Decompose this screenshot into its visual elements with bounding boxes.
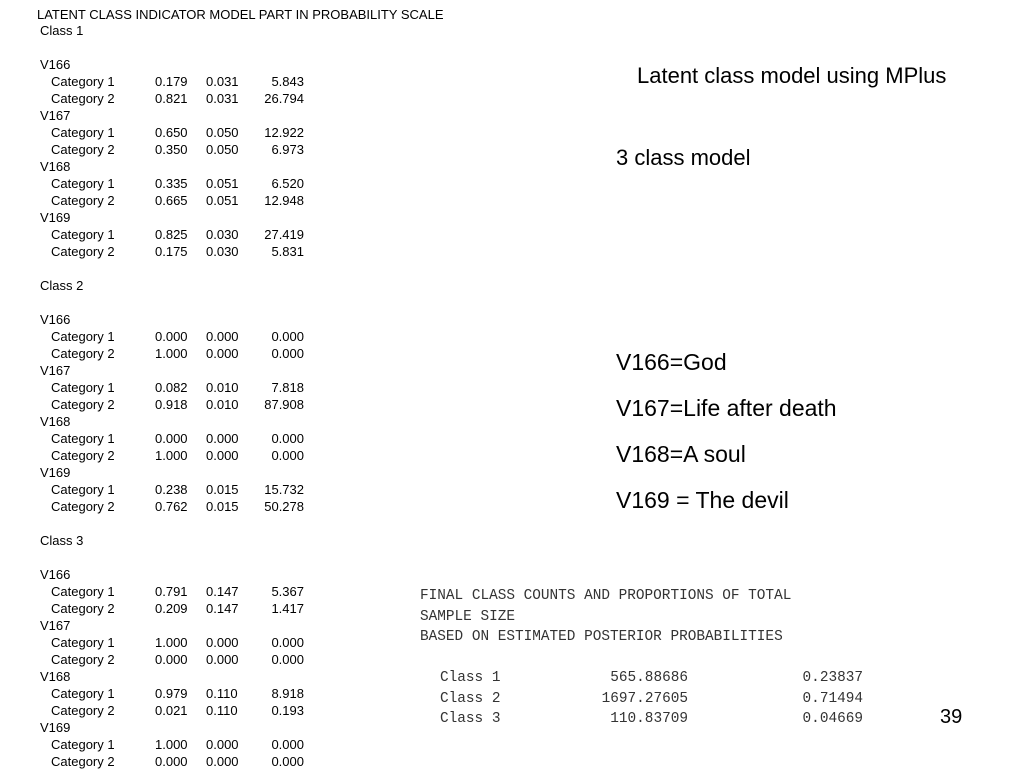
se-value: 0.000 bbox=[206, 329, 239, 344]
category-name: Category 1 bbox=[51, 431, 115, 446]
category-name: Category 1 bbox=[51, 635, 115, 650]
est-se-value: 8.918 bbox=[271, 686, 304, 701]
estimate-value: 0.650 bbox=[155, 125, 188, 140]
proportion-value: 0.71494 bbox=[802, 690, 863, 707]
estimate-value: 1.000 bbox=[155, 448, 188, 463]
blank-line bbox=[40, 294, 83, 311]
class-probability-list bbox=[40, 22, 304, 770]
estimate-value: 0.791 bbox=[155, 584, 188, 599]
category-row bbox=[40, 736, 304, 753]
category-row bbox=[40, 481, 304, 498]
category-row bbox=[40, 192, 304, 209]
category-row bbox=[40, 447, 304, 464]
estimate-value: 1.000 bbox=[155, 346, 188, 361]
category-row bbox=[40, 141, 304, 158]
se-value: 0.051 bbox=[206, 193, 239, 208]
category-name: Category 1 bbox=[51, 686, 115, 701]
variable-label: V169 bbox=[40, 210, 71, 225]
proportion-value: 0.04669 bbox=[802, 711, 863, 727]
se-value: 0.031 bbox=[206, 74, 239, 89]
estimate-value: 0.762 bbox=[155, 499, 188, 514]
se-value: 0.010 bbox=[206, 397, 239, 412]
category-row bbox=[40, 226, 304, 243]
count-row bbox=[420, 689, 863, 710]
category-row bbox=[40, 124, 304, 141]
se-value: 0.000 bbox=[206, 737, 239, 752]
category-row bbox=[40, 600, 304, 617]
se-value: 0.030 bbox=[206, 244, 239, 259]
est-se-value: 1.417 bbox=[271, 601, 304, 616]
category-row bbox=[40, 328, 304, 345]
est-se-value: 5.831 bbox=[271, 244, 304, 259]
counts-heading-line: FINAL CLASS COUNTS AND PROPORTIONS OF TOTAL bbox=[420, 588, 792, 604]
legend-item: V166=God bbox=[616, 349, 727, 375]
blank-line bbox=[420, 648, 791, 669]
se-value: 0.110 bbox=[206, 703, 238, 718]
category-name: Category 2 bbox=[51, 346, 115, 361]
legend-item: V169 = The devil bbox=[616, 487, 789, 513]
category-name: Category 2 bbox=[51, 193, 115, 208]
category-name: Category 1 bbox=[51, 125, 115, 140]
category-name: Category 2 bbox=[51, 703, 115, 718]
se-value: 0.015 bbox=[206, 482, 239, 497]
blank-line bbox=[40, 549, 83, 566]
se-value: 0.015 bbox=[206, 499, 239, 514]
variable-label: V167 bbox=[40, 618, 71, 633]
variable-label: V167 bbox=[40, 363, 71, 378]
count-value: 1697.27605 bbox=[601, 690, 688, 707]
est-se-value: 12.948 bbox=[264, 193, 304, 208]
variable-label: V169 bbox=[40, 465, 71, 480]
est-se-value: 87.908 bbox=[264, 397, 304, 412]
category-row bbox=[40, 685, 304, 702]
est-se-value: 12.922 bbox=[264, 125, 304, 140]
category-name: Category 2 bbox=[51, 754, 115, 769]
class-label: Class 2 bbox=[40, 278, 84, 293]
page-number: 39 bbox=[940, 706, 963, 728]
se-value: 0.010 bbox=[206, 380, 239, 395]
class-block bbox=[40, 22, 304, 277]
est-se-value: 7.818 bbox=[271, 380, 304, 395]
est-se-value: 0.000 bbox=[271, 448, 304, 463]
category-row bbox=[40, 243, 304, 260]
class-label: Class 3 bbox=[40, 533, 84, 548]
variable-label: V168 bbox=[40, 159, 71, 174]
variable-legend bbox=[616, 339, 837, 523]
est-se-value: 5.367 bbox=[271, 584, 304, 599]
estimate-value: 0.000 bbox=[155, 754, 188, 769]
category-name: Category 1 bbox=[51, 74, 115, 89]
category-row bbox=[40, 702, 304, 719]
category-name: Category 2 bbox=[51, 244, 115, 259]
category-name: Category 1 bbox=[51, 482, 115, 497]
estimate-value: 0.979 bbox=[155, 686, 188, 701]
variable-label: V168 bbox=[40, 669, 71, 684]
estimate-value: 0.335 bbox=[155, 176, 188, 191]
count-class-name: Class 1 bbox=[440, 670, 501, 686]
blank-line bbox=[40, 260, 83, 277]
est-se-value: 27.419 bbox=[264, 227, 304, 242]
est-se-value: 0.000 bbox=[271, 737, 304, 752]
category-row bbox=[40, 90, 304, 107]
category-name: Category 2 bbox=[51, 499, 115, 514]
class-label: Class 1 bbox=[40, 23, 84, 38]
count-row bbox=[420, 709, 863, 730]
estimate-value: 0.821 bbox=[155, 91, 188, 106]
category-name: Category 2 bbox=[51, 601, 115, 616]
category-name: Category 2 bbox=[51, 91, 115, 106]
se-value: 0.147 bbox=[206, 584, 239, 599]
se-value: 0.000 bbox=[206, 431, 239, 446]
category-name: Category 2 bbox=[51, 397, 115, 412]
category-row bbox=[40, 175, 304, 192]
category-row bbox=[40, 583, 304, 600]
est-se-value: 0.000 bbox=[271, 652, 304, 667]
counts-heading-line: SAMPLE SIZE bbox=[420, 608, 515, 625]
category-row bbox=[40, 396, 304, 413]
count-row bbox=[420, 668, 863, 689]
variable-label: V166 bbox=[40, 567, 71, 582]
estimate-value: 0.179 bbox=[155, 74, 188, 89]
category-row bbox=[40, 430, 304, 447]
variable-label: V169 bbox=[40, 720, 71, 735]
variable-label: V167 bbox=[40, 108, 71, 123]
est-se-value: 50.278 bbox=[264, 499, 304, 514]
est-se-value: 0.000 bbox=[271, 635, 304, 650]
est-se-value: 26.794 bbox=[264, 91, 304, 106]
category-row bbox=[40, 345, 304, 362]
legend-item: V168=A soul bbox=[616, 441, 746, 467]
estimate-value: 1.000 bbox=[155, 635, 188, 650]
se-value: 0.000 bbox=[206, 346, 239, 361]
category-name: Category 2 bbox=[51, 448, 115, 463]
category-row bbox=[40, 634, 304, 651]
se-value: 0.147 bbox=[206, 601, 239, 616]
est-se-value: 0.193 bbox=[271, 703, 304, 718]
estimate-value: 0.021 bbox=[155, 703, 188, 718]
proportion-value: 0.23837 bbox=[802, 670, 863, 686]
category-name: Category 1 bbox=[51, 329, 115, 344]
estimate-value: 0.918 bbox=[155, 397, 188, 412]
category-name: Category 1 bbox=[51, 737, 115, 752]
category-name: Category 2 bbox=[51, 652, 115, 667]
estimate-value: 0.175 bbox=[155, 244, 188, 259]
estimate-value: 1.000 bbox=[155, 737, 188, 752]
category-row bbox=[40, 753, 304, 770]
category-row bbox=[40, 651, 304, 668]
estimate-value: 0.238 bbox=[155, 482, 188, 497]
est-se-value: 6.973 bbox=[271, 142, 304, 157]
est-se-value: 6.520 bbox=[271, 176, 304, 191]
estimate-value: 0.000 bbox=[155, 431, 188, 446]
se-value: 0.110 bbox=[206, 686, 238, 701]
category-name: Category 2 bbox=[51, 142, 115, 157]
legend-item: V167=Life after death bbox=[616, 395, 837, 421]
est-se-value: 0.000 bbox=[271, 754, 304, 769]
category-name: Category 1 bbox=[51, 227, 115, 242]
se-value: 0.000 bbox=[206, 635, 239, 650]
class-block bbox=[40, 532, 304, 770]
estimate-value: 0.209 bbox=[155, 601, 188, 616]
category-name: Category 1 bbox=[51, 380, 115, 395]
se-value: 0.050 bbox=[206, 142, 239, 157]
blank-line bbox=[40, 515, 83, 532]
estimate-value: 0.000 bbox=[155, 329, 188, 344]
final-class-counts bbox=[420, 586, 863, 730]
se-value: 0.050 bbox=[206, 125, 239, 140]
count-class-name: Class 3 bbox=[440, 711, 501, 727]
blank-line bbox=[40, 39, 83, 56]
se-value: 0.051 bbox=[206, 176, 239, 191]
category-row bbox=[40, 73, 304, 90]
estimate-value: 0.350 bbox=[155, 142, 188, 157]
category-row bbox=[40, 379, 304, 396]
est-se-value: 0.000 bbox=[271, 329, 304, 344]
estimate-value: 0.082 bbox=[155, 380, 188, 395]
est-se-value: 0.000 bbox=[271, 346, 304, 361]
variable-label: V166 bbox=[40, 312, 71, 327]
class-block bbox=[40, 277, 304, 532]
se-value: 0.030 bbox=[206, 227, 239, 242]
variable-label: V166 bbox=[40, 57, 71, 72]
counts-heading-line: BASED ON ESTIMATED POSTERIOR PROBABILITIES bbox=[420, 629, 783, 645]
slide-title: Latent class model using MPlus bbox=[637, 63, 947, 88]
estimate-value: 0.665 bbox=[155, 193, 188, 208]
variable-label: V168 bbox=[40, 414, 71, 429]
se-value: 0.000 bbox=[206, 652, 239, 667]
category-name: Category 1 bbox=[51, 176, 115, 191]
se-value: 0.031 bbox=[206, 91, 239, 106]
category-name: Category 1 bbox=[51, 584, 115, 599]
se-value: 0.000 bbox=[206, 448, 239, 463]
count-value: 565.88686 bbox=[610, 670, 688, 686]
output-header: LATENT CLASS INDICATOR MODEL PART IN PROBABILITY SCALE bbox=[37, 7, 444, 22]
count-value: 110.83709 bbox=[610, 711, 688, 727]
estimate-value: 0.825 bbox=[155, 227, 188, 242]
se-value: 0.000 bbox=[206, 754, 239, 769]
model-note: 3 class model bbox=[616, 145, 751, 170]
count-class-name: Class 2 bbox=[440, 690, 501, 707]
est-se-value: 15.732 bbox=[264, 482, 304, 497]
category-row bbox=[40, 498, 304, 515]
estimate-value: 0.000 bbox=[155, 652, 188, 667]
est-se-value: 5.843 bbox=[271, 74, 304, 89]
est-se-value: 0.000 bbox=[271, 431, 304, 446]
